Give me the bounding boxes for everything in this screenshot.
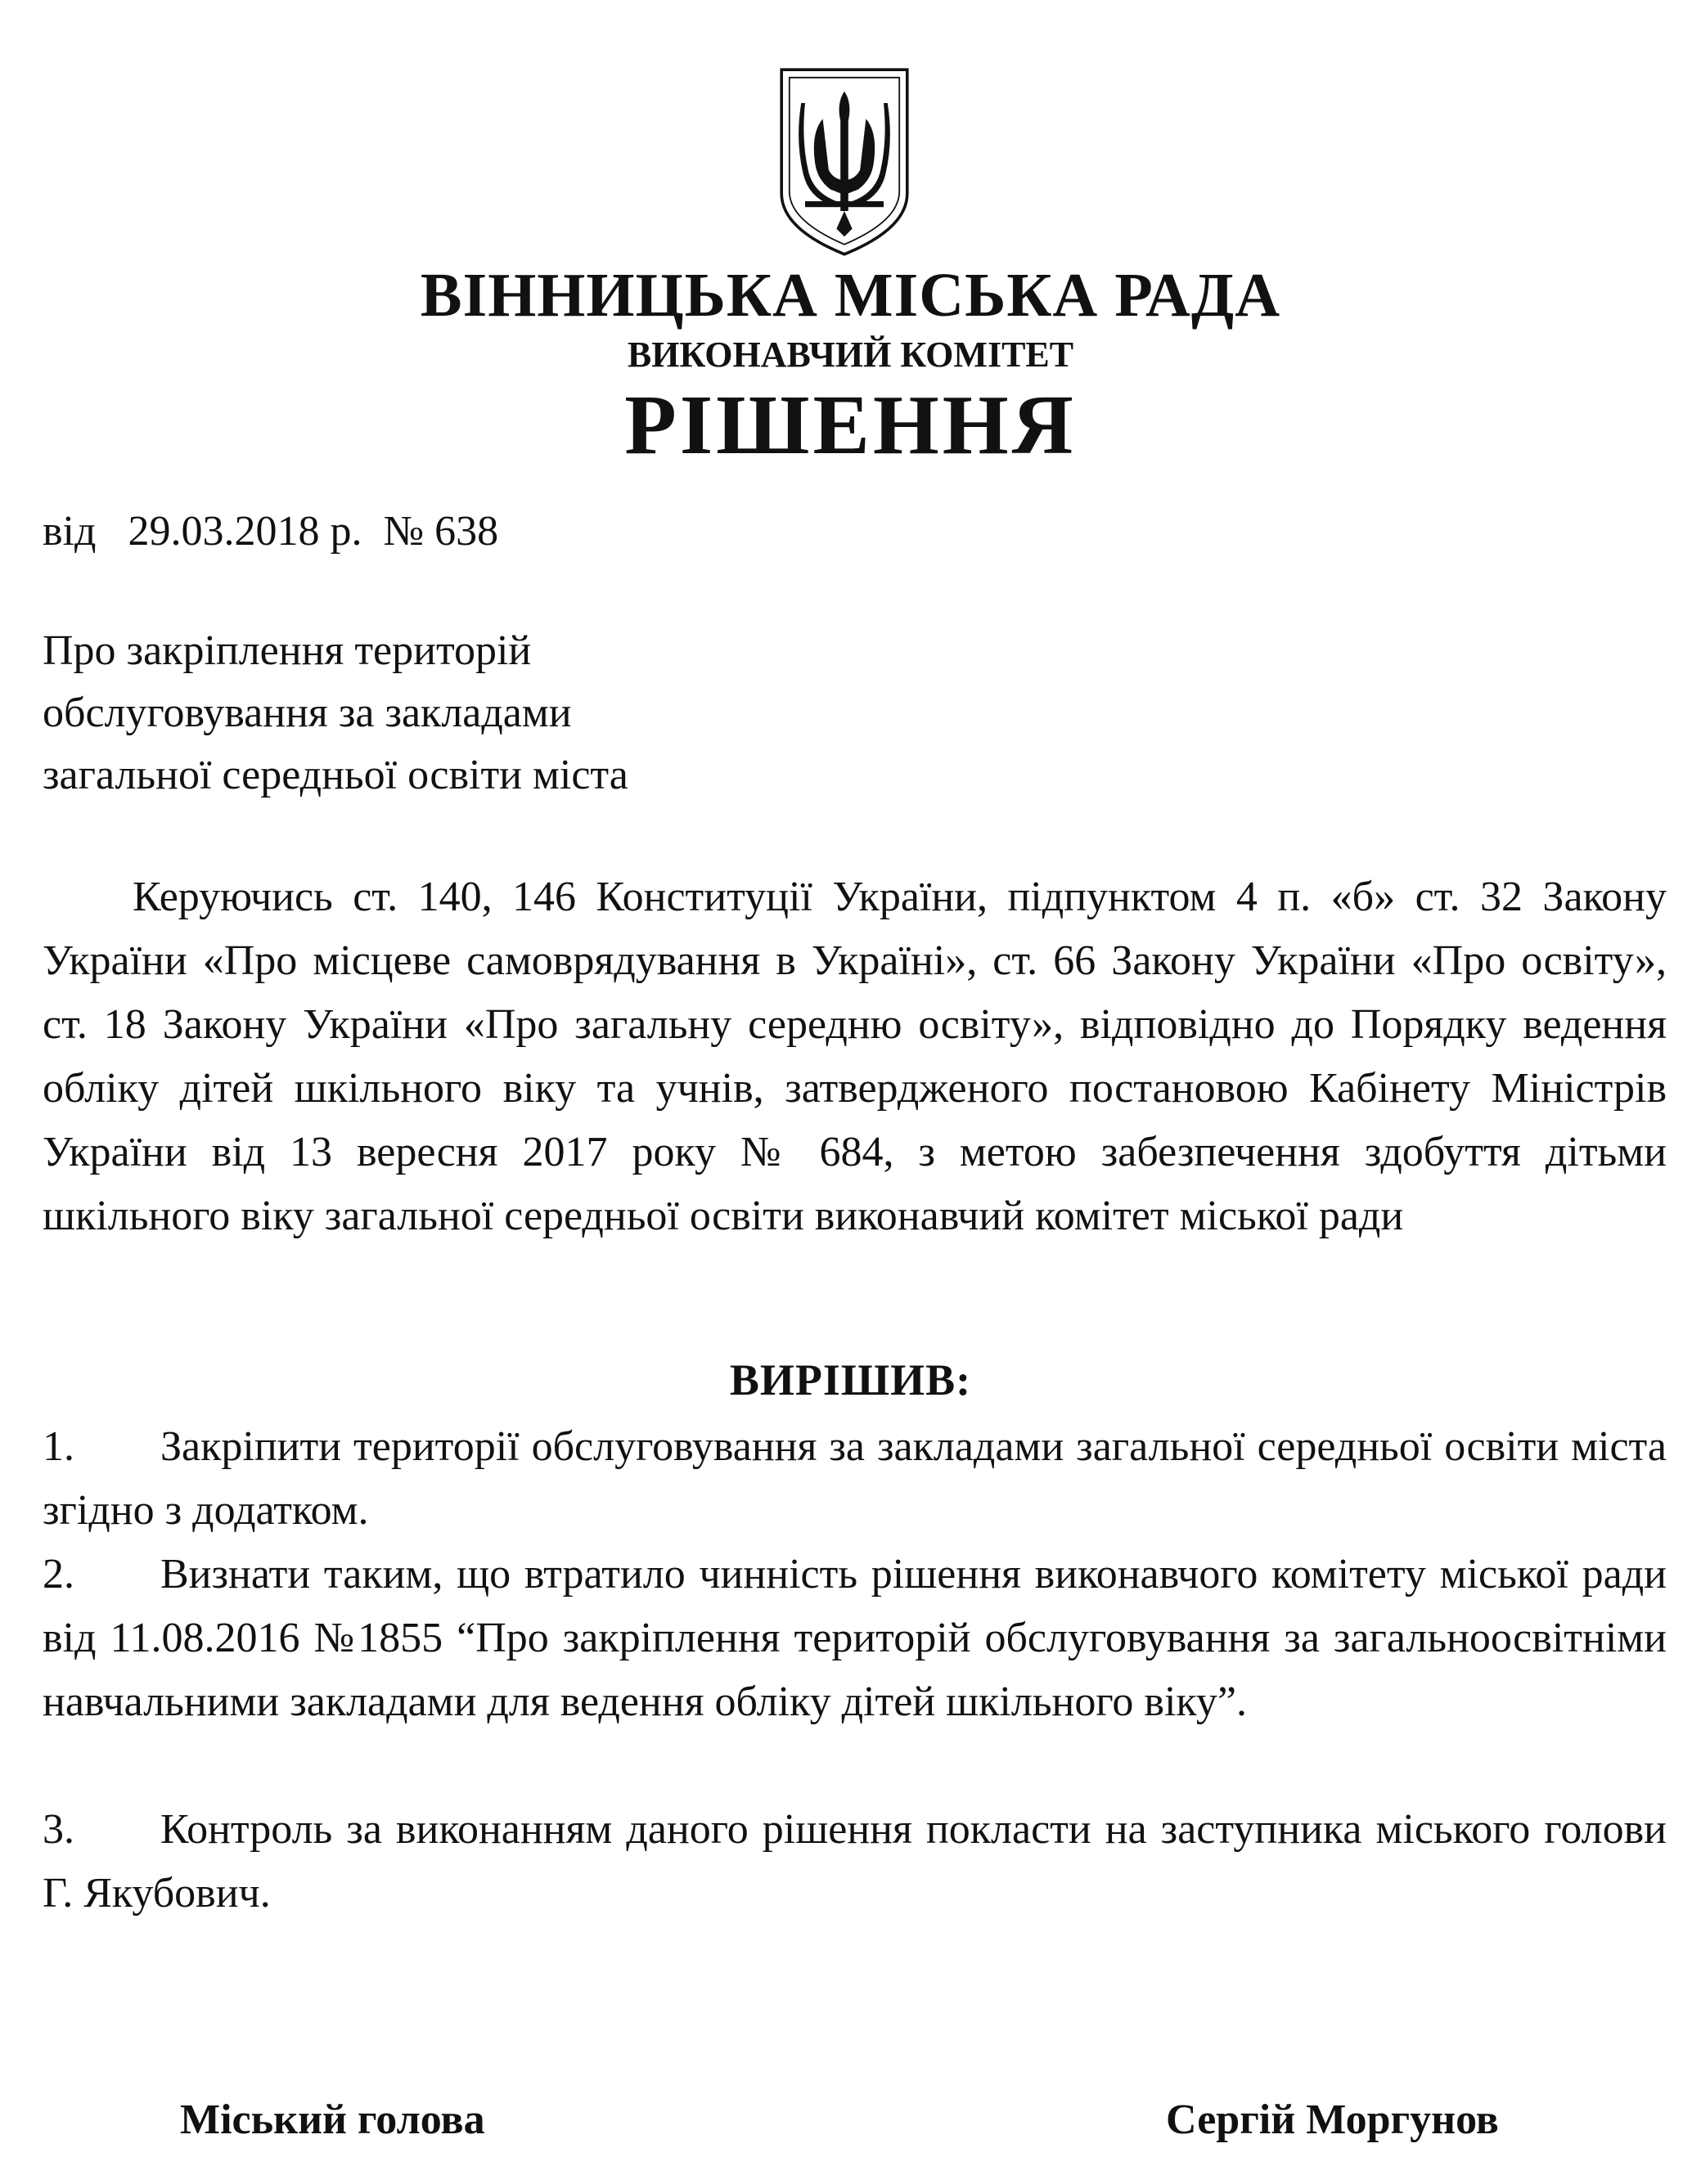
decision-item xyxy=(43,1543,1667,1734)
decision-heading: ВИРІШИВ: xyxy=(729,1355,972,1404)
item-text: Визнати таким, що втратило чинність рішення виконавчого комітету міської ради від 11.08.2016 №1855 “Про закріплення територій обслуговування за загальноосвітніми навчальними закладами для ведення обліку дітей шкільного віку”. xyxy=(43,1551,1667,1725)
subject-line: загальної середньої освіти міста xyxy=(43,752,628,798)
document-type-title: РІШЕННЯ xyxy=(624,378,1077,472)
signatory-title: Міський голова xyxy=(180,2096,485,2143)
document-subject xyxy=(43,620,628,807)
document-date: 29.03.2018 р. xyxy=(128,508,362,555)
subject-line: Про закріплення територій xyxy=(43,627,532,674)
item-number: 3. xyxy=(43,1806,74,1853)
committee-name: ВИКОНАВЧИЙ КОМІТЕТ xyxy=(627,335,1074,375)
item-text: Закріпити території обслуговування за закладами загальної середньої освіти міста згідно з додатком. xyxy=(43,1423,1667,1534)
organization-name: ВІННИЦЬКА МІСЬКА РАДА xyxy=(420,261,1281,330)
preamble-paragraph: Керуючись ст. 140, 146 Конституції України, підпунктом 4 п. «б» ст. 32 Закону України «Про місцеве самоврядування в Україні», ст. 66 Закону України «Про освіту», ст. 18 Закону України «Про загальну середню освіту», відповідно до Порядку ведення обліку дітей шкільного віку та учнів, затвердженого постановою Кабінету Міністрів України від 13 вересня 2017 року № 684, з метою забезпечення здобуття дітьми шкільного віку загальної середньої освіти виконавчий комітет міської ради xyxy=(43,874,1667,1239)
item-number: 2. xyxy=(43,1551,74,1598)
document-number: № 638 xyxy=(383,508,499,555)
document-dateline xyxy=(43,507,498,555)
decision-item xyxy=(43,1415,1667,1543)
subject-line: обслуговування за закладами xyxy=(43,690,572,736)
item-number: 1. xyxy=(43,1423,74,1470)
item-text: Контроль за виконанням даного рішення покласти на заступника міського голови Г. Якубович. xyxy=(43,1806,1667,1917)
decision-item xyxy=(43,1798,1667,1926)
date-prefix: від xyxy=(43,508,97,555)
trident-coat-of-arms-icon xyxy=(776,64,913,260)
signatory-name: Сергій Моргунов xyxy=(1166,2096,1499,2143)
